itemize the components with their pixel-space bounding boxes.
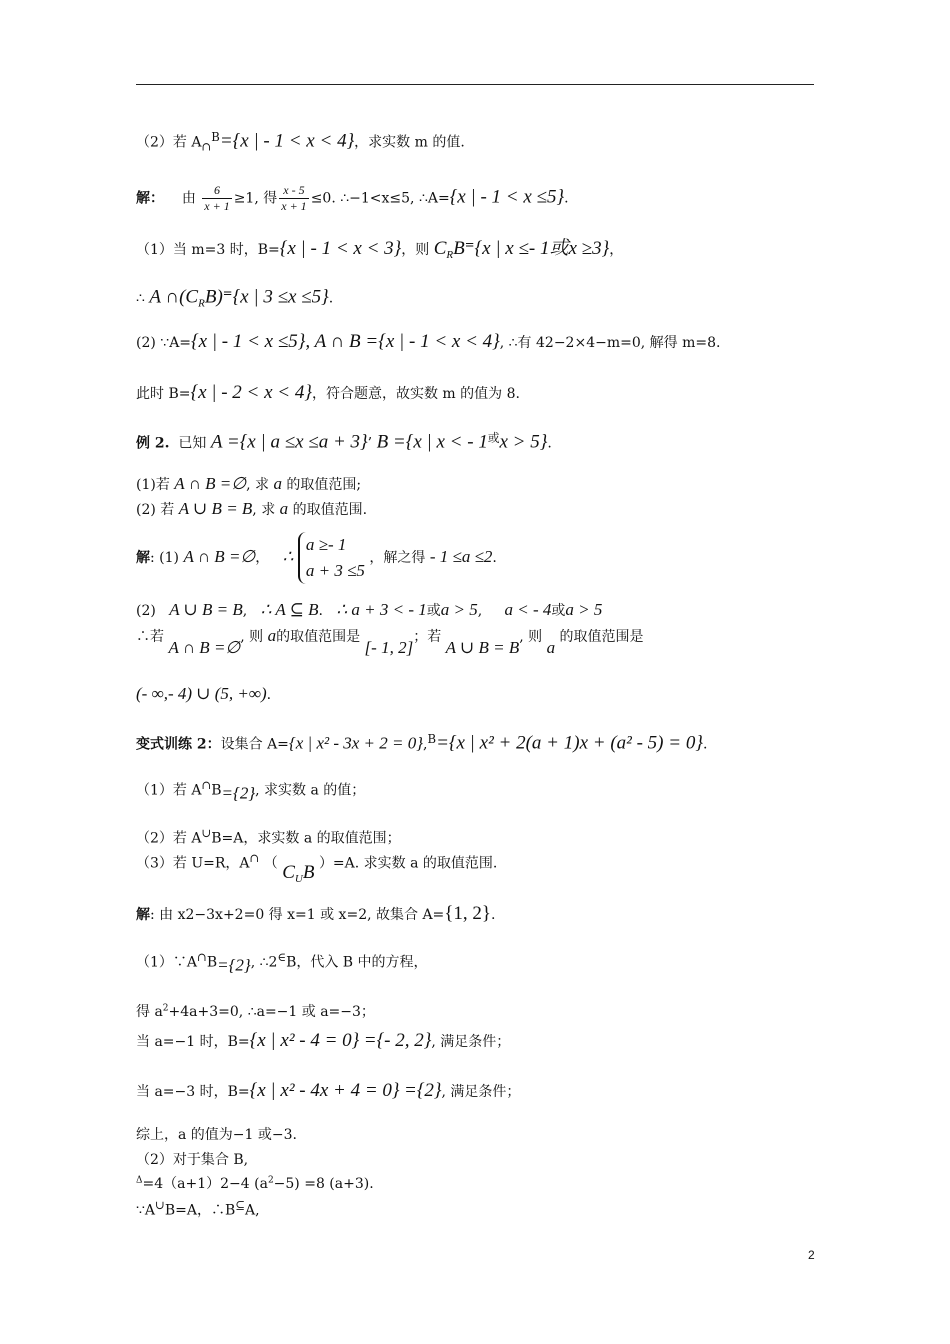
text: 当 a=−1 时，B= bbox=[136, 1034, 250, 1050]
math-set: {2} bbox=[416, 1080, 442, 1101]
text: ∵A bbox=[136, 1202, 156, 1219]
subscript: R bbox=[198, 297, 205, 310]
line-variant2-discriminant bbox=[136, 1173, 374, 1193]
text: . bbox=[328, 290, 334, 307]
text: 设集合 A= bbox=[220, 736, 289, 753]
text: ∴A= bbox=[418, 190, 450, 207]
text: (2) bbox=[136, 603, 156, 619]
symbol: ∈ bbox=[277, 950, 287, 964]
text: （2）若 A bbox=[136, 134, 202, 151]
text: −5) =8 (a+3). bbox=[273, 1176, 374, 1192]
symbol: ∪ bbox=[201, 826, 212, 840]
math: B) bbox=[204, 286, 223, 308]
inequality: a ≥- 1 bbox=[305, 535, 347, 554]
text: . bbox=[492, 550, 497, 566]
text: ）=A. 求实数 a 的取值范围. bbox=[318, 855, 498, 872]
math-set: {x | x² - 4x + 4 = 0} bbox=[249, 1080, 400, 1101]
math-set: {- 2, 2} bbox=[376, 1030, 432, 1051]
text: , 则 bbox=[519, 629, 543, 645]
line-variant2-summary bbox=[136, 1124, 297, 1144]
math-set: {x | - 2 < x < 4} bbox=[190, 382, 312, 403]
line-variant2-part2 bbox=[136, 1149, 248, 1169]
math: x > 5} bbox=[499, 431, 548, 453]
text: ；若 bbox=[413, 629, 442, 645]
text: B=A，求实数 a 的取值范围； bbox=[211, 830, 401, 847]
text: (2) 若 bbox=[136, 502, 175, 518]
line-variant2-q3 bbox=[136, 851, 498, 885]
fraction bbox=[279, 183, 308, 214]
math-set: {x | - 1 < x ≤5} bbox=[191, 331, 306, 352]
math-set: {x | - 1 < x < 4} bbox=[378, 331, 500, 352]
line-variant2-subset bbox=[136, 1198, 260, 1220]
text: （1）∵A bbox=[136, 954, 198, 971]
text: ，求实数 m 的值. bbox=[354, 134, 465, 151]
text: . bbox=[491, 907, 496, 923]
text: , 满足条件； bbox=[431, 1034, 511, 1050]
math-set: {2} bbox=[228, 955, 251, 975]
inequality-system bbox=[298, 532, 365, 584]
text: = bbox=[222, 286, 233, 300]
line-part2-solution bbox=[136, 331, 720, 353]
line-part2-question bbox=[136, 130, 465, 153]
text: ，解之得 bbox=[369, 550, 426, 566]
text: 已知 bbox=[178, 435, 207, 452]
math: = bbox=[221, 783, 234, 803]
line-variant2 bbox=[136, 732, 707, 755]
text: : 由 x2−3x+2=0 得 x=1 或 x=2, 故集合 A= bbox=[150, 907, 445, 923]
solution-label: 解 bbox=[136, 907, 150, 923]
text: 的取值范围是 bbox=[559, 629, 644, 645]
symbol: ∩ bbox=[197, 950, 207, 964]
text: ， bbox=[609, 242, 624, 258]
line-therefore-intersection bbox=[136, 286, 333, 309]
math: a bbox=[546, 638, 556, 657]
denominator: x + 1 bbox=[204, 199, 230, 213]
text: , 满足条件； bbox=[441, 1084, 521, 1100]
text: , bbox=[242, 603, 248, 619]
text: A, bbox=[245, 1202, 260, 1219]
text: ，符合题意，故实数 m 的值为 8. bbox=[311, 386, 520, 402]
fraction bbox=[202, 183, 231, 214]
math: a bbox=[267, 626, 277, 645]
text: (1)若 bbox=[136, 477, 170, 493]
math-set: {x | x² + 2(a + 1)x + (a² - 5) = 0} bbox=[448, 732, 703, 754]
symbol: ∪ bbox=[155, 1198, 165, 1212]
text: （2）若 A bbox=[136, 830, 202, 847]
line-variant2-case2 bbox=[136, 1080, 520, 1102]
text: （ bbox=[263, 855, 278, 872]
math: A ∪ B = B bbox=[178, 499, 253, 518]
line-variant2-case1 bbox=[136, 1030, 510, 1052]
header-rule bbox=[136, 84, 814, 85]
numerator: 6 bbox=[202, 183, 231, 199]
math: = bbox=[436, 732, 449, 754]
text: ∴−1<x≤5, bbox=[340, 190, 415, 207]
text: ≤0. bbox=[310, 190, 336, 207]
line-variant2-step1 bbox=[136, 950, 428, 975]
math-set: {x | x ≤- 1或x ≥3} bbox=[474, 238, 610, 259]
line-example2-q2 bbox=[136, 499, 367, 519]
text: B bbox=[427, 732, 437, 746]
example-label: 例 2. bbox=[136, 435, 170, 452]
math: C bbox=[433, 238, 447, 259]
math: B bbox=[453, 238, 465, 259]
line-variant2-equation bbox=[136, 1001, 375, 1021]
line-part1-m3 bbox=[136, 233, 623, 261]
text: = bbox=[464, 237, 475, 252]
text: ， bbox=[255, 550, 270, 566]
text: 或 bbox=[487, 431, 500, 445]
text: ，则 bbox=[401, 242, 430, 258]
subscript: R bbox=[446, 248, 454, 261]
line-part2-conclusion bbox=[136, 382, 520, 404]
text: . bbox=[547, 435, 552, 452]
page-number: 2 bbox=[808, 1248, 815, 1262]
line-example2-summary bbox=[136, 626, 644, 657]
text: 的取值范围是 bbox=[276, 629, 361, 645]
superscript: 2 bbox=[267, 1175, 274, 1186]
math: a bbox=[273, 474, 282, 493]
delta-symbol: Δ bbox=[136, 1175, 143, 1186]
math: = bbox=[403, 1080, 417, 1101]
math: a > 5 bbox=[440, 600, 478, 619]
text: +4a+3=0, ∴a=−1 或 a=−3； bbox=[168, 1004, 375, 1020]
math-set: {x | - 1 < x < 4} bbox=[232, 130, 355, 152]
text: B bbox=[211, 130, 220, 144]
math: ∴ a + 3 < - 1 bbox=[336, 600, 427, 619]
variant-label: 变式训练 2： bbox=[136, 736, 221, 753]
subscript: U bbox=[294, 872, 303, 885]
text: （3）若 U=R，A bbox=[136, 855, 250, 872]
text: ∴ bbox=[282, 547, 294, 566]
line-example2 bbox=[136, 430, 552, 454]
text: (2) ∵A= bbox=[136, 335, 192, 351]
line-example2-answer bbox=[136, 684, 271, 704]
text: . bbox=[564, 190, 569, 207]
text: , ∴2 bbox=[250, 954, 278, 971]
text: B，代入 B 中的方程， bbox=[286, 954, 428, 971]
text: 当 a=−3 时，B= bbox=[136, 1084, 250, 1100]
text: 的取值范围. bbox=[292, 502, 368, 518]
text: 综上，a 的值为−1 或−3. bbox=[136, 1127, 297, 1143]
math-set: {x | x² - 4 = 0} bbox=[249, 1030, 360, 1051]
math: a bbox=[279, 499, 289, 518]
math: C bbox=[282, 861, 295, 883]
solution-label: 解： bbox=[136, 190, 164, 207]
text: B bbox=[211, 782, 222, 799]
math-set: {2} bbox=[233, 783, 256, 803]
text: 此时 B= bbox=[136, 386, 191, 402]
math: A ∩ B =∅ bbox=[183, 547, 256, 566]
line-variant2-q2 bbox=[136, 826, 401, 848]
numerator: x - 5 bbox=[279, 183, 308, 199]
math: a < - 4 bbox=[504, 600, 552, 619]
line-example2-q1 bbox=[136, 474, 361, 494]
math-set: B ={x | x < - 1 bbox=[376, 431, 488, 453]
math: A ∩(C bbox=[149, 286, 199, 308]
math: A ∩ B =∅ bbox=[168, 638, 241, 657]
math-set: {1, 2} bbox=[444, 903, 492, 924]
text: B bbox=[206, 954, 218, 971]
math: B bbox=[302, 861, 315, 883]
text: , bbox=[423, 736, 428, 753]
denominator: x + 1 bbox=[281, 199, 307, 213]
text: ’ bbox=[367, 435, 373, 452]
math: - 1 ≤a ≤2 bbox=[429, 547, 493, 566]
math-set: {x | 3 ≤x ≤5} bbox=[232, 286, 329, 308]
text: , 求 bbox=[252, 502, 276, 518]
text: , 求实数 a 的值； bbox=[255, 782, 366, 799]
text: 由 bbox=[181, 190, 196, 207]
text: , bbox=[477, 603, 483, 619]
line-variant2-solution bbox=[136, 903, 496, 925]
math: A ∪ B = B bbox=[169, 600, 243, 619]
text: . bbox=[702, 736, 708, 753]
text: ≥1, bbox=[233, 190, 259, 207]
line-variant2-q1 bbox=[136, 778, 365, 803]
text: 或 bbox=[551, 603, 566, 619]
text: . bbox=[266, 687, 272, 703]
text: （1）当 m=3 时，B= bbox=[136, 242, 280, 258]
math: A ∩ B =∅ bbox=[174, 474, 247, 493]
text: 得 bbox=[263, 190, 278, 207]
text: 的取值范围; bbox=[286, 477, 362, 493]
line-example2-solution2 bbox=[136, 600, 602, 620]
text: . bbox=[318, 603, 323, 619]
text: ∴ bbox=[136, 290, 145, 307]
text: , ∴有 42−2×4−m=0, 解得 m=8. bbox=[499, 335, 721, 351]
math-set: A ={x | a ≤x ≤a + 3} bbox=[210, 431, 368, 453]
symbol: ⊆ bbox=[235, 1198, 246, 1212]
math: a > 5 bbox=[565, 600, 603, 619]
text: ∴若 bbox=[136, 629, 164, 645]
math: (- ∞,- 4) ∪ (5, +∞) bbox=[136, 684, 267, 703]
math-set: {x | - 1 < x ≤5} bbox=[449, 186, 565, 208]
line-solution-intro bbox=[136, 183, 569, 214]
math: [- 1, 2] bbox=[364, 638, 414, 657]
solution-label: 解 bbox=[136, 550, 150, 566]
text: 得 a bbox=[136, 1004, 163, 1020]
text: : (1) bbox=[150, 550, 179, 566]
superscript: 2 bbox=[162, 1003, 169, 1014]
inequality: a + 3 ≤5 bbox=[305, 561, 365, 580]
text: B=A，∴B bbox=[164, 1202, 236, 1219]
math-set: {x | - 1 < x < 3} bbox=[279, 238, 402, 259]
math: = bbox=[363, 1030, 377, 1051]
text: （1）若 A bbox=[136, 782, 202, 799]
text: , 则 bbox=[240, 629, 264, 645]
math: = bbox=[217, 955, 229, 975]
symbol: ∩ bbox=[201, 778, 212, 792]
line-example2-solution1 bbox=[136, 532, 497, 584]
text: =4（a+1）2−4 (a bbox=[142, 1176, 268, 1192]
math: , A ∩ B = bbox=[305, 331, 379, 352]
text: 或 bbox=[426, 603, 441, 619]
text: （2）对于集合 B, bbox=[136, 1152, 249, 1168]
text: , 求 bbox=[246, 477, 269, 493]
math: ∴ A ⊆ B bbox=[260, 600, 319, 619]
math: A ∪ B = B bbox=[445, 638, 520, 657]
symbol: ∩ bbox=[249, 851, 260, 865]
math: = bbox=[219, 130, 233, 152]
math-set: {x | x² - 3x + 2 = 0} bbox=[288, 733, 424, 753]
symbol: ∩ bbox=[201, 139, 212, 154]
